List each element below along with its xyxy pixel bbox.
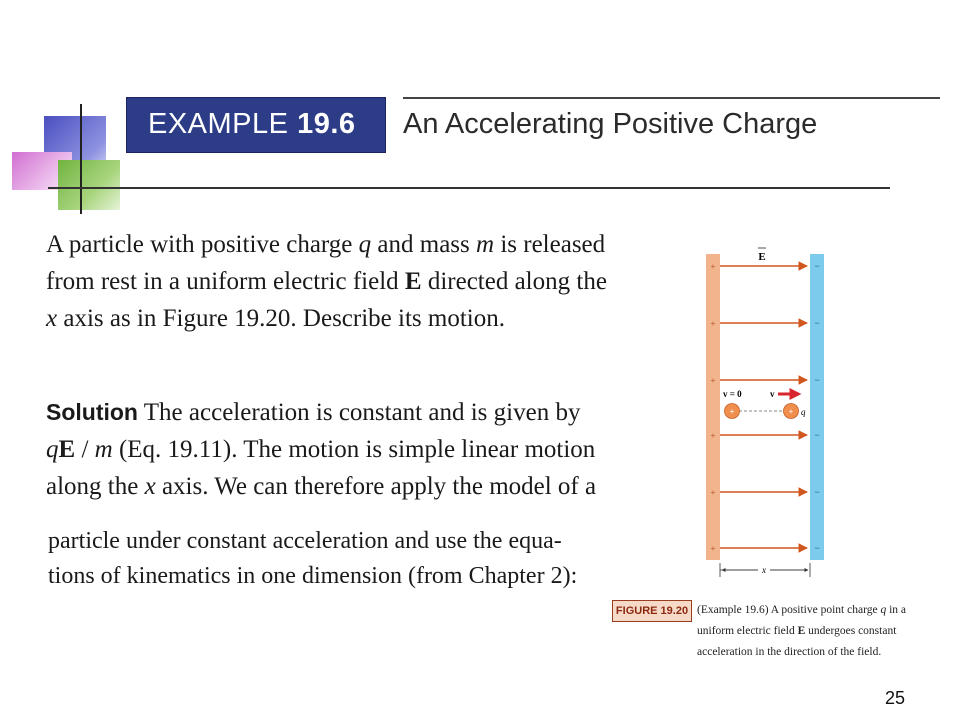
- plus-sign: +: [710, 376, 716, 385]
- plus-sign: +: [710, 488, 716, 497]
- plus-sign: +: [710, 319, 716, 328]
- field-label: E: [758, 251, 766, 263]
- negative-plate: [810, 254, 824, 560]
- v-label: v: [770, 389, 775, 399]
- decorative-horizontal-line: [48, 187, 890, 189]
- vector-e: E: [58, 436, 76, 463]
- page-number: 25: [885, 688, 906, 708]
- positive-plate: [706, 254, 720, 560]
- decorative-vertical-line: [80, 104, 82, 214]
- solution-heading: Solution: [46, 399, 138, 425]
- v0-label: v = 0: [723, 389, 742, 399]
- example-title: An Accelerating Positive Charge: [403, 108, 818, 140]
- plus-sign: +: [710, 544, 716, 553]
- charge-initial-sign: +: [729, 407, 735, 416]
- minus-sign: −: [814, 261, 820, 271]
- distance-label: x: [762, 565, 766, 575]
- field-diagram: [608, 240, 928, 600]
- plus-sign: +: [710, 431, 716, 440]
- figure-caption: (Example 19.6) A positive point charge q in a uniform electric field E undergoes constant acceleration in the direction of the field.: [697, 604, 906, 658]
- continuation-line-2: tions of kinematics in one dimension (from Chapter 2):: [48, 563, 578, 589]
- solution-paragraph: Solution The acceleration is constant and is given by qE / m (Eq. 19.11). The motion is simple linear motion along the x axis. We can therefore apply the model of a: [46, 399, 597, 500]
- minus-sign: −: [814, 543, 820, 553]
- figure-badge: FIGURE 19.20: [612, 600, 692, 622]
- minus-sign: −: [814, 375, 820, 385]
- plus-sign: +: [710, 262, 716, 271]
- solution-continuation: [48, 524, 577, 594]
- continuation-line-1: particle under constant acceleration and use the equa-: [48, 528, 562, 554]
- decorative-square-green: [58, 160, 120, 210]
- problem-statement: A particle with positive charge q and mass m is released from rest in a uniform electric field E directed along the x axis as in Figure 19.20. Describe its motion.: [46, 231, 607, 332]
- minus-sign: −: [814, 318, 820, 328]
- minus-sign: −: [814, 430, 820, 440]
- vector-e: E: [404, 268, 422, 295]
- minus-sign: −: [814, 487, 820, 497]
- charge-final-sign: +: [788, 407, 794, 416]
- example-label: EXAMPLE 19.6: [148, 108, 356, 140]
- banner-rule: [403, 97, 940, 99]
- charge-label: q: [801, 407, 806, 417]
